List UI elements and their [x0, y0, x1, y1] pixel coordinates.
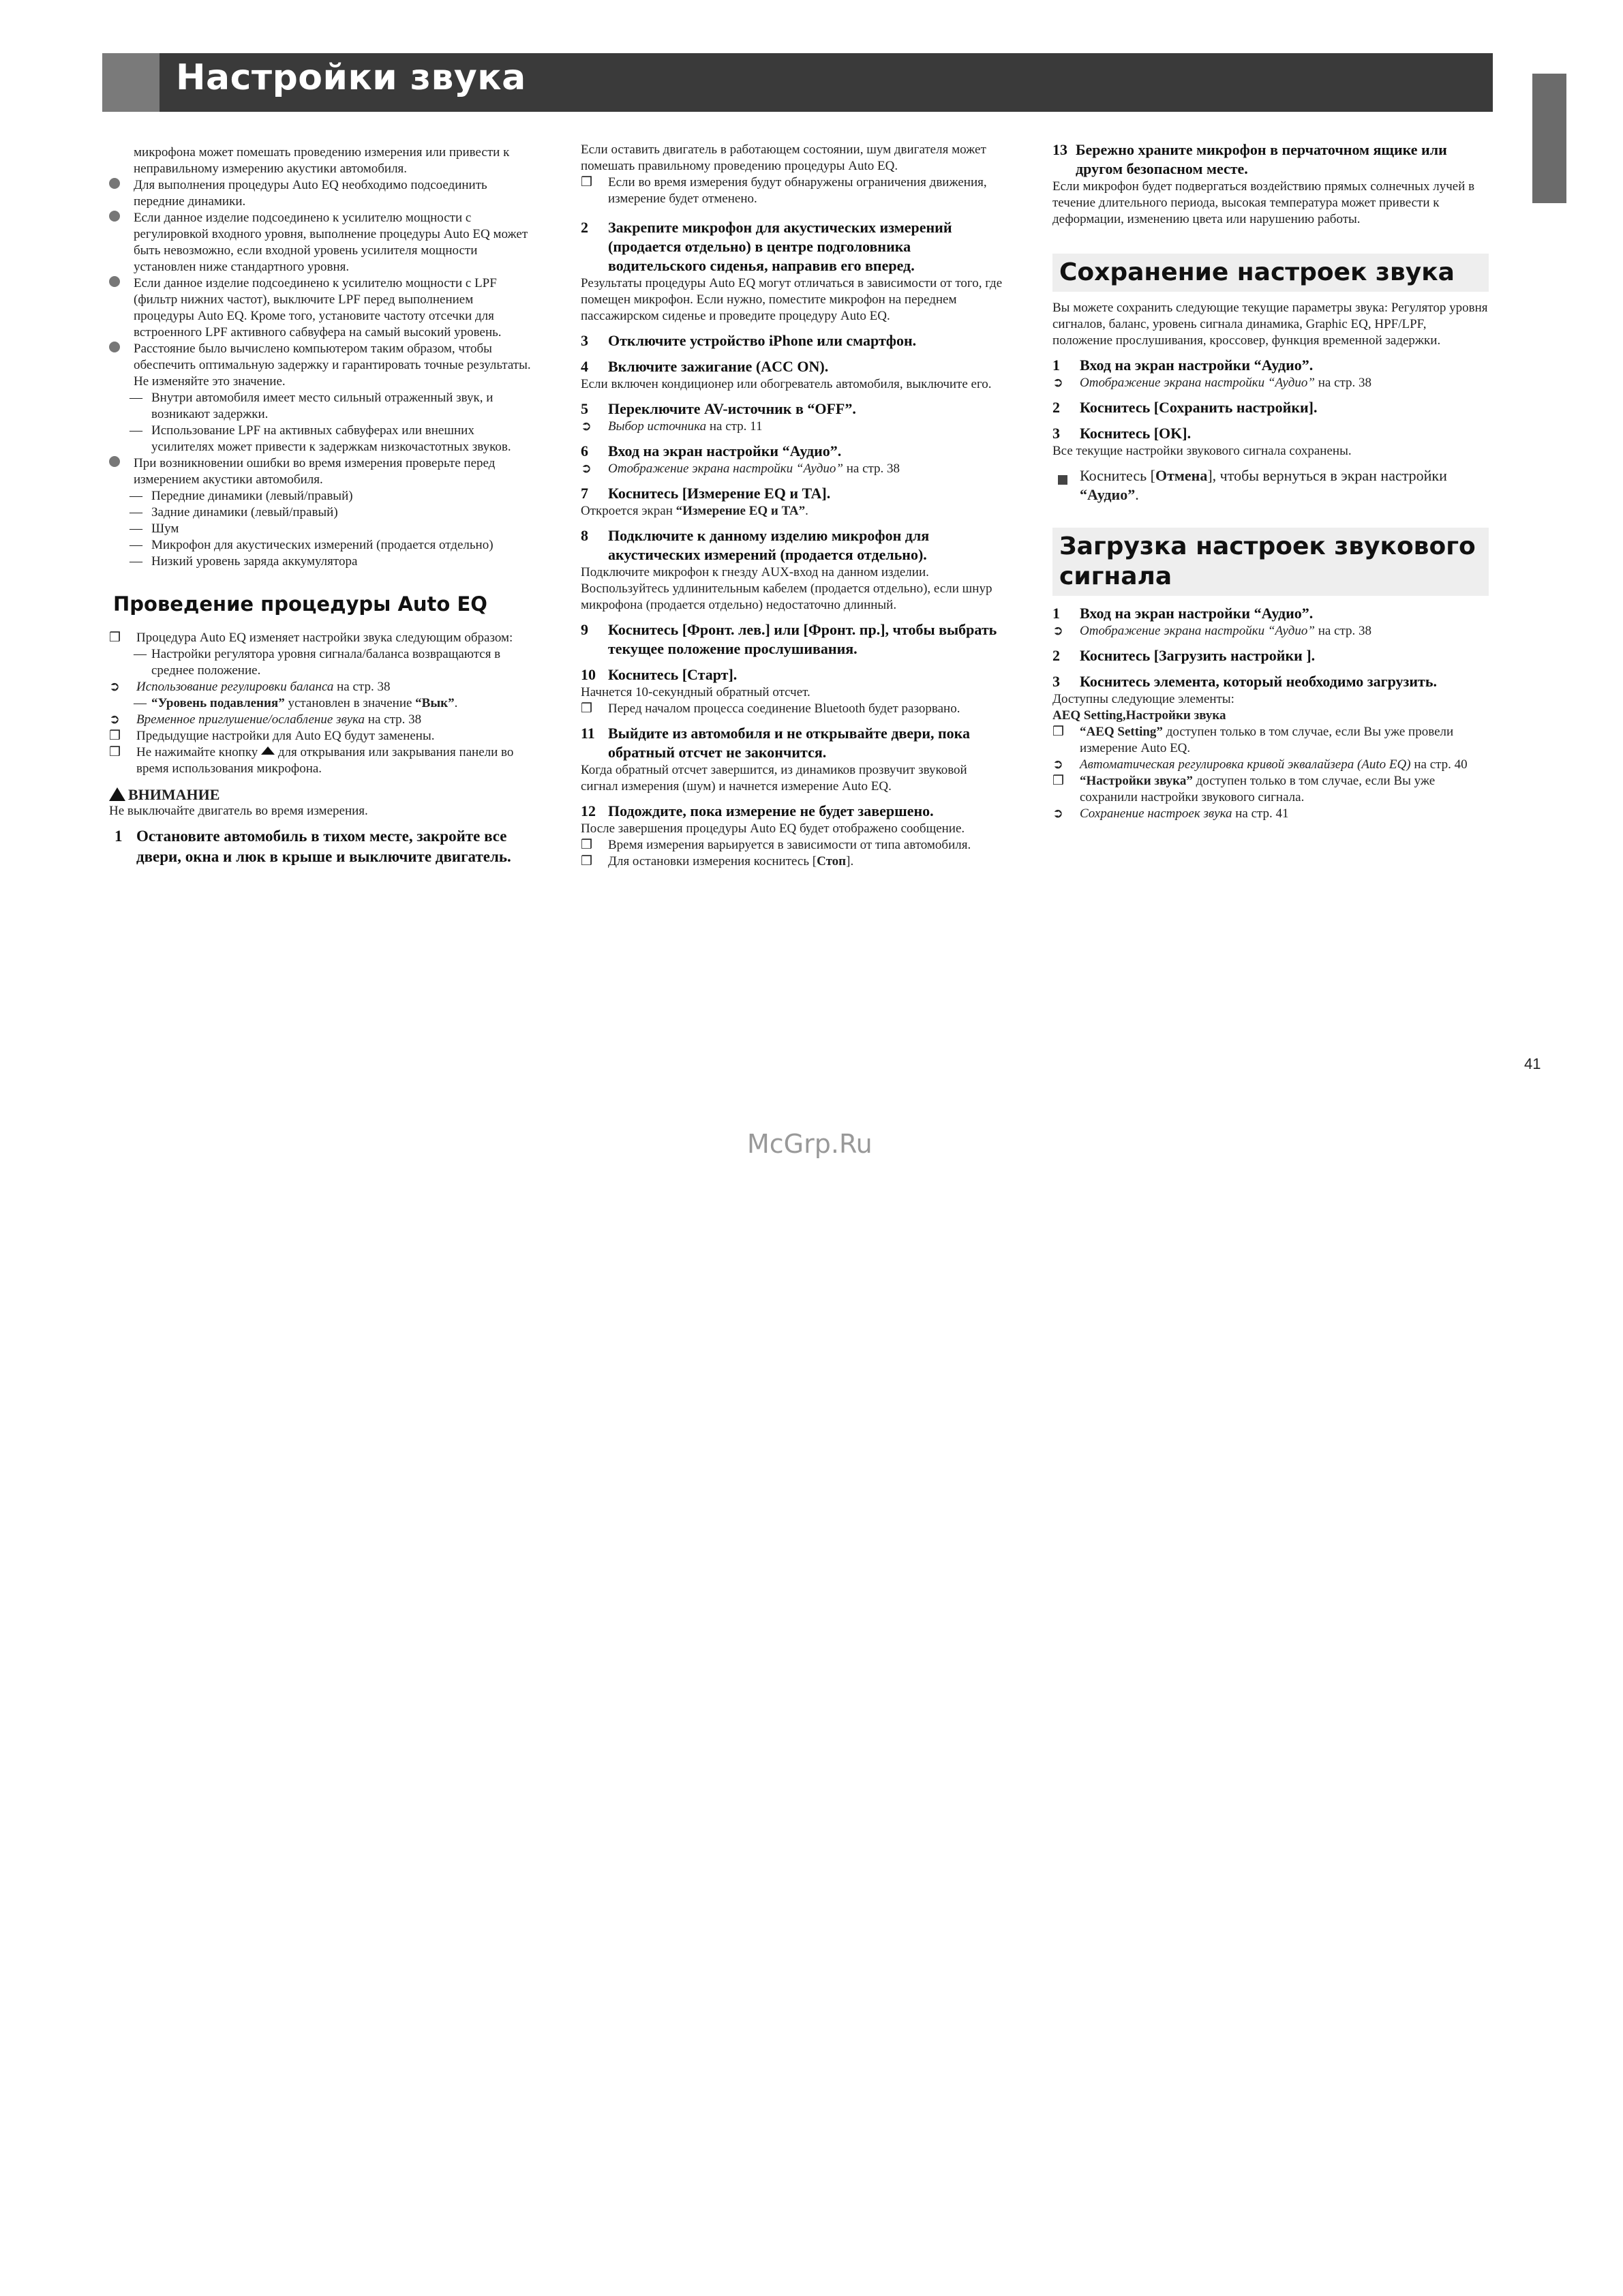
step-5: 5 Переключите AV-источник в “OFF”.	[581, 400, 856, 417]
warning-title: ВНИМАНИЕ	[109, 787, 532, 803]
load-step-2: 2 Коснитесь [Загрузить настройки ].	[1052, 647, 1316, 664]
page-title: Настройки звука	[176, 57, 526, 98]
step-text: Если включен кондиционер или обогреватель автомобиля, выключите его.	[581, 377, 992, 391]
step-6: 6 Вход на экран настройки “Аудио”.	[581, 442, 842, 459]
watermark: McGrp.Ru	[747, 1129, 873, 1159]
list-item: Для выполнения процедуры Auto EQ необходимо подсоединить передние динамики.	[109, 177, 532, 210]
dash-item: — Настройки регулятора уровня сигнала/баланса возвращаются в среднее положение.	[134, 647, 501, 678]
dash-item: — Задние динамики (левый/правый)	[130, 505, 338, 519]
step-3: 3 Отключите устройство iPhone или смартфон.	[581, 332, 917, 349]
side-tab-marker	[1532, 74, 1566, 203]
warning-text: Не выключайте двигатель во время измерения.	[109, 804, 368, 818]
note-item: ❒ Не нажимайте кнопку для открывания или закрывания панели во время использования микрофона.	[109, 745, 514, 776]
eject-icon	[261, 746, 275, 755]
list-item: Коснитесь [Отмена], чтобы вернуться в экран настройки “Аудио”.	[1052, 466, 1489, 504]
note-item: ❒ Процедура Auto EQ изменяет настройки звука следующим образом:	[109, 631, 513, 645]
list-item: При возникновении ошибки во время измерения проверьте перед измерением акустики автомобиля.	[109, 455, 532, 488]
step-text: Откроется экран “Измерение EQ и TA”.	[581, 504, 808, 518]
save-step-1: 1 Вход на экран настройки “Аудио”.	[1052, 357, 1314, 374]
column-1	[109, 145, 532, 867]
save-step-3: 3 Коснитесь [OK].	[1052, 425, 1192, 442]
section-title-load: Загрузка настроек звукового сигнала	[1052, 528, 1489, 596]
column-3	[1052, 140, 1489, 822]
dash-item: — Передние динамики (левый/правый)	[130, 489, 353, 503]
items-list: AEQ Setting,Настройки звука	[1052, 708, 1226, 723]
step-text: Все текущие настройки звукового сигнала сохранены.	[1052, 444, 1352, 458]
dash-item: — Низкий уровень заряда аккумулятора	[130, 554, 358, 569]
step-text: Когда обратный отсчет завершится, из динамиков прозвучит звуковой сигнал измерения (шум) и начнется измерение Auto EQ.	[581, 763, 967, 794]
step-text: После завершения процедуры Auto EQ будет отображено сообщение.	[581, 821, 965, 836]
save-intro: Вы можете сохранить следующие текущие параметры звука: Регулятор уровня сигналов, баланс, уровень сигнала динамика, Graphic EQ, HPF/LPF, положение прослушивания, кроссовер, функция временной задержки.	[1052, 301, 1488, 348]
reference-link[interactable]: ➲ Отображение экрана настройки “Аудио” на стр. 38	[1052, 624, 1372, 638]
list-item: Если данное изделие подсоединено к усилителю мощности с LPF (фильтр нижних частот), выключите LPF перед выполнением процедуры Auto EQ. Кроме того, установите частоту отсечки для встроенного LPF активного сабвуфера на самый высокий уровень.	[109, 275, 532, 341]
note-item: ❒ Перед началом процесса соединение Bluetooth будет разорвано.	[581, 701, 960, 716]
note-item: ❒ Предыдущие настройки для Auto EQ будут заменены.	[109, 729, 435, 743]
step-7: 7 Коснитесь [Измерение EQ и TA].	[581, 485, 831, 502]
reference-link[interactable]: ➲ Автоматическая регулировка кривой эквалайзера (Auto EQ) на стр. 40	[1052, 757, 1468, 772]
step-text: Доступны следующие элементы:	[1052, 692, 1234, 706]
save-step-2: 2 Коснитесь [Сохранить настройки].	[1052, 399, 1318, 416]
step-text: Если микрофон будет подвергаться воздействию прямых солнечных лучей в течение длительного периода, высокая температура может привести к деформации, изменению цвета или нарушению работы.	[1052, 179, 1475, 226]
reference-link[interactable]: ➲ Отображение экрана настройки “Аудио” на стр. 38	[581, 462, 900, 476]
header-tab-marker	[102, 53, 160, 112]
step-4: 4 Включите зажигание (ACC ON).	[581, 358, 829, 375]
step-text: Подключите микрофон к гнезду AUX-вход на данном изделии. Воспользуйтесь удлинительным кабелем (продается отдельно), если шнур микрофона (продается отдельно) недостаточно длинный.	[581, 565, 992, 612]
bullet-square-icon	[1058, 475, 1067, 485]
reference-link[interactable]: ➲ Отображение экрана настройки “Аудио” на стр. 38	[1052, 376, 1372, 390]
step-8: 8 Подключите к данному изделию микрофон для акустических измерений (продается отдельно).	[581, 527, 930, 563]
bullet-dot-icon	[109, 276, 120, 287]
reference-link[interactable]: ➲ Использование регулировки баланса на стр. 38	[109, 680, 391, 694]
step-text: Результаты процедуры Auto EQ могут отличаться в зависимости от того, где помещен микрофон. Если нужно, поместите микрофон на переднем пассажирском сиденье и проведите процедуру Auto EQ.	[581, 276, 1003, 323]
section-title-save: Сохранение настроек звука	[1052, 254, 1489, 292]
list-item: Если данное изделие подсоединено к усилителю мощности с регулировкой входного уровня, выполнение процедуры Auto EQ может быть невозможно, если входной уровень усилителя мощности установлен ниже стандартного уровня.	[109, 210, 532, 275]
column-2	[581, 142, 1003, 870]
step-12: 12 Подождите, пока измерение не будет завершено.	[581, 802, 934, 819]
bullet-dot-icon	[109, 456, 120, 467]
load-step-1: 1 Вход на экран настройки “Аудио”.	[1052, 605, 1314, 622]
lead-text: Если оставить двигатель в работающем состоянии, шум двигателя может помешать правильному проведению процедуры Auto EQ.	[581, 142, 986, 173]
step-1: 1 Остановите автомобиль в тихом месте, закройте все двери, окна и люк в крыше и выключите двигатель.	[115, 828, 511, 865]
step-9: 9 Коснитесь [Фронт. лев.] или [Фронт. пр.], чтобы выбрать текущее положение прослушивания.	[581, 621, 997, 657]
warning-icon	[109, 787, 125, 801]
dash-item: — “Уровень подавления” установлен в значение “Вык”.	[134, 696, 458, 710]
bullet-dot-icon	[109, 342, 120, 352]
step-10: 10 Коснитесь [Старт].	[581, 666, 738, 683]
step-2: 2 Закрепите микрофон для акустических измерений (продается отдельно) в центре подголовника водительского сиденья, направив его вперед.	[581, 219, 952, 274]
step-13: 13 Бережно храните микрофон в перчаточном ящике или другом безопасном месте.	[1052, 141, 1447, 177]
page-number: 41	[1524, 1055, 1541, 1072]
lead-text: микрофона может помешать проведению измерения или привести к неправильному измерению акустики автомобиля.	[134, 145, 510, 176]
reference-link[interactable]: ➲ Выбор источника на стр. 11	[581, 419, 763, 434]
reference-link[interactable]: ➲ Сохранение настроек звука на стр. 41	[1052, 806, 1289, 821]
dash-item: — Внутри автомобиля имеет место сильный отраженный звук, и возникают задержки.	[130, 391, 494, 421]
list-item: Расстояние было вычислено компьютером таким образом, чтобы обеспечить оптимальную задержку и гарантировать точные результаты. Не изменяйте это значение.	[109, 341, 532, 390]
note-item: ❒ “AEQ Setting” доступен только в том случае, если Вы уже провели измерение Auto EQ.	[1052, 725, 1454, 755]
step-text: Начнется 10-секундный обратный отсчет.	[581, 685, 810, 699]
reference-link[interactable]: ➲ Временное приглушение/ослабление звука на стр. 38	[109, 712, 422, 727]
bullet-dot-icon	[109, 211, 120, 222]
note-item: ❒ Для остановки измерения коснитесь [Стоп].	[581, 854, 854, 868]
load-step-3: 3 Коснитесь элемента, который необходимо загрузить.	[1052, 673, 1437, 690]
dash-item: — Микрофон для акустических измерений (продается отдельно)	[130, 538, 494, 552]
bullet-dot-icon	[109, 178, 120, 189]
dash-item: — Шум	[130, 522, 179, 536]
dash-item: — Использование LPF на активных сабвуферах или внешних усилителях может привести к задержкам низкочастотных звуков.	[130, 423, 511, 454]
section-title-auto-eq: Проведение процедуры Auto EQ	[113, 592, 487, 616]
step-11: 11 Выйдите из автомобиля и не открывайте двери, пока обратный отсчет не закончится.	[581, 725, 971, 761]
note-item: ❒ “Настройки звука” доступен только в том случае, если Вы уже сохранили настройки звукового сигнала.	[1052, 774, 1436, 804]
note-item: ❒ Время измерения варьируется в зависимости от типа автомобиля.	[581, 838, 971, 852]
note-item: ❒ Если во время измерения будут обнаружены ограничения движения, измерение будет отменено.	[581, 175, 987, 206]
